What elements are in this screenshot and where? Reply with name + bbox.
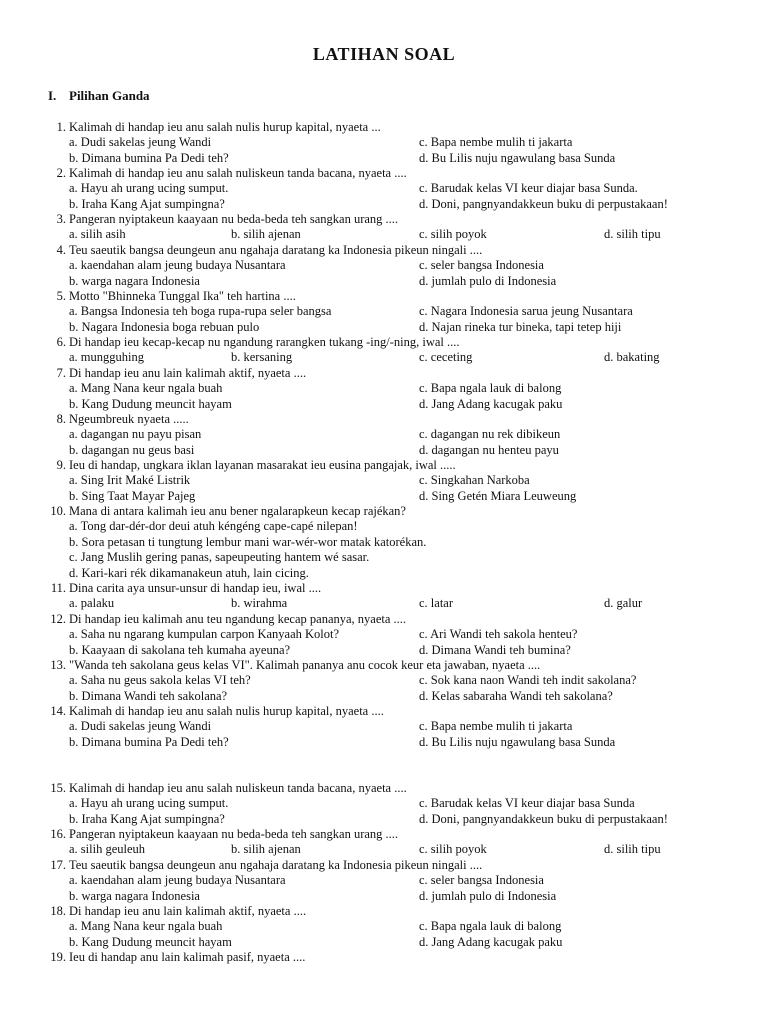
option-c: c. Nagara Indonesia sarua jeung Nusantara <box>419 304 633 319</box>
question-text: Di handap ieu anu lain kalimah aktif, nyaeta .... <box>69 904 307 918</box>
option-a: a. Hayu ah urang ucing sumput. <box>69 181 229 196</box>
question-line <box>0 334 768 350</box>
question-line <box>0 826 768 842</box>
options-row <box>0 442 768 458</box>
section-number: I. <box>48 88 57 103</box>
option-a: a. Saha nu geus sakola kelas VI teh? <box>69 673 251 688</box>
question-number: 19. <box>50 950 66 964</box>
options-row <box>0 257 768 273</box>
question-text: Ieu di handap, ungkara iklan layanan masarakat ieu eusina pangajak, iwal ..... <box>69 458 456 472</box>
option-c: c. Bapa ngala lauk di balong <box>419 919 562 934</box>
option-c: c. ceceting <box>419 350 473 365</box>
question-line <box>0 411 768 427</box>
question-number: 2. <box>56 166 66 180</box>
options-row <box>0 734 768 750</box>
question-text: Teu saeutik bangsa deungeun anu ngahaja daratang ka Indonesia pikeun ningali .... <box>69 858 483 872</box>
option-a: a. Mang Nana keur ngala buah <box>69 919 223 934</box>
question-number: 8. <box>56 412 66 426</box>
question-text: Kalimah di handap ieu anu salah nulis hurup kapital, nyaeta ... <box>69 120 381 134</box>
option-d: d. bakating <box>604 350 660 365</box>
option-d: d. jumlah pulo di Indonesia <box>419 273 557 288</box>
question-number: 15. <box>50 781 66 795</box>
question-text: Mana di antara kalimah ieu anu bener ngalarapkeun kecap rajékan? <box>69 504 406 518</box>
option-b: b. kersaning <box>231 350 293 365</box>
options-row <box>0 150 768 166</box>
question-line <box>0 703 768 719</box>
question-line <box>0 611 768 627</box>
option-c: c. Singkahan Narkoba <box>419 473 530 488</box>
options-row <box>0 841 768 857</box>
option-b: b. Sing Taat Mayar Pajeg <box>69 488 196 503</box>
question-line <box>0 119 768 135</box>
option-c: c. dagangan nu rek dibikeun <box>419 427 561 442</box>
question-line <box>0 457 768 473</box>
options-row <box>0 134 768 150</box>
question-text: Ngeumbreuk nyaeta ..... <box>69 412 189 426</box>
question-text: Di handap ieu kecap-kecap nu ngandung rarangken tukang -ing/-ning, iwal .... <box>69 335 460 349</box>
option-b: b. Kang Dudung meuncit hayam <box>69 396 232 411</box>
question-number: 4. <box>56 243 66 257</box>
option-c: c. seler bangsa Indonesia <box>419 873 544 888</box>
question-line <box>0 857 768 873</box>
option-b: b. Nagara Indonesia boga rebuan pulo <box>69 319 260 334</box>
options-row <box>0 688 768 704</box>
option-d: d. Bu Lilis nuju ngawulang basa Sunda <box>419 150 616 165</box>
option-b: b. Kaayaan di sakolana teh kumaha ayeuna? <box>69 642 291 657</box>
option-a: a. Tong dar-dér-dor deui atuh kéngéng cape-capé nilepan! <box>69 519 358 534</box>
page-title: LATIHAN SOAL <box>312 44 456 64</box>
options-row <box>0 795 768 811</box>
question-line <box>0 288 768 304</box>
options-row <box>0 380 768 396</box>
option-d: d. Kelas sabaraha Wandi teh sakolana? <box>419 688 613 703</box>
question-number: 6. <box>56 335 66 349</box>
options-row <box>0 718 768 734</box>
question-text: Di handap ieu kalimah anu teu ngandung kecap pananya, nyaeta .... <box>69 612 407 626</box>
question-text: Kalimah di handap ieu anu salah nulis hurup kapital, nyaeta .... <box>69 704 384 718</box>
options-row <box>0 472 768 488</box>
option-c: c. silih poyok <box>419 842 487 857</box>
option-b: b. silih ajenan <box>231 227 301 242</box>
option-c: c. Bapa nembe mulih ti jakarta <box>419 719 573 734</box>
option-a: a. palaku <box>69 596 115 611</box>
options-row <box>0 811 768 827</box>
option-b: b. wirahma <box>231 596 288 611</box>
options-row <box>0 595 768 611</box>
option-b: b. Dimana bumina Pa Dedi teh? <box>69 734 229 749</box>
option-d: d. Sing Getén Miara Leuweung <box>419 488 577 503</box>
question-line <box>0 903 768 919</box>
question-number: 5. <box>56 289 66 303</box>
option-d: d. Jang Adang kacugak paku <box>419 934 563 949</box>
options-row <box>0 565 768 581</box>
options-row <box>0 226 768 242</box>
options-row <box>0 180 768 196</box>
options-row <box>0 488 768 504</box>
question-number: 13. <box>50 658 66 672</box>
options-row <box>0 626 768 642</box>
option-c: c. Barudak kelas VI keur diajar basa Sunda. <box>419 181 638 196</box>
option-b: b. warga nagara Indonesia <box>69 888 200 903</box>
options-row <box>0 196 768 212</box>
question-number: 7. <box>56 366 66 380</box>
option-a: a. dagangan nu payu pisan <box>69 427 202 442</box>
question-text: Pangeran nyiptakeun kaayaan nu beda-beda teh sangkan urang .... <box>69 827 399 841</box>
option-d: d. Kari-kari rék dikamanakeun atuh, lain cicing. <box>69 565 309 580</box>
option-b: b. dagangan nu geus basi <box>69 442 195 457</box>
question-line <box>0 780 768 796</box>
options-row <box>0 918 768 934</box>
question-number: 3. <box>56 212 66 226</box>
option-d: d. Doni, pangnyandakkeun buku di perpustakaan! <box>419 811 668 826</box>
options-row <box>0 549 768 565</box>
option-d: d. silih tipu <box>604 227 661 242</box>
options-row <box>0 349 768 365</box>
option-a: a. Dudi sakelas jeung Wandi <box>69 135 212 150</box>
option-a: a. mungguhing <box>69 350 144 365</box>
question-number: 9. <box>56 458 66 472</box>
option-a: a. Hayu ah urang ucing sumput. <box>69 796 229 811</box>
question-text: "Wanda teh sakolana geus kelas VI". Kalimah pananya anu cocok keur eta jawaban, nyaeta .... <box>69 658 541 672</box>
question-line <box>0 211 768 227</box>
option-b: b. warga nagara Indonesia <box>69 273 200 288</box>
options-row <box>0 396 768 412</box>
option-a: a. kaendahan alam jeung budaya Nusantara <box>69 258 286 273</box>
option-c: c. Bapa ngala lauk di balong <box>419 381 562 396</box>
question-number: 1. <box>56 120 66 134</box>
option-b: b. Sora petasan ti tungtung lembur mani war-wér-wor matak katorékan. <box>69 534 427 549</box>
option-d: d. Bu Lilis nuju ngawulang basa Sunda <box>419 734 616 749</box>
option-d: d. silih tipu <box>604 842 661 857</box>
option-d: d. Doni, pangnyandakkeun buku di perpustakaan! <box>419 196 668 211</box>
question-text: Teu saeutik bangsa deungeun anu ngahaja daratang ka Indonesia pikeun ningali .... <box>69 243 483 257</box>
option-a: a. Mang Nana keur ngala buah <box>69 381 223 396</box>
option-c: c. Bapa nembe mulih ti jakarta <box>419 135 573 150</box>
option-a: a. Sing Irit Maké Listrik <box>69 473 191 488</box>
question-number: 10. <box>50 504 66 518</box>
option-c: c. Barudak kelas VI keur diajar basa Sunda <box>419 796 635 811</box>
option-a: a. silih asih <box>69 227 126 242</box>
option-a: a. silih geuleuh <box>69 842 146 857</box>
question-number: 16. <box>50 827 66 841</box>
option-a: a. Dudi sakelas jeung Wandi <box>69 719 212 734</box>
option-b: b. Kang Dudung meuncit hayam <box>69 934 232 949</box>
option-c: c. Ari Wandi teh sakola henteu? <box>419 627 578 642</box>
option-d: d. Jang Adang kacugak paku <box>419 396 563 411</box>
options-row <box>0 872 768 888</box>
option-b: b. silih ajenan <box>231 842 301 857</box>
option-a: a. Saha nu ngarang kumpulan carpon Kanyaah Kolot? <box>69 627 340 642</box>
question-line <box>0 503 768 519</box>
question-number: 17. <box>50 858 66 872</box>
options-row <box>0 426 768 442</box>
question-text: Kalimah di handap ieu anu salah nuliskeun tanda bacana, nyaeta .... <box>69 166 407 180</box>
options-row <box>0 518 768 534</box>
option-d: d. Najan rineka tur bineka, tapi tetep hiji <box>419 319 622 334</box>
question-number: 18. <box>50 904 66 918</box>
option-c: c. Jang Muslih gering panas, sapeupeuting hantem wé sasar. <box>69 550 370 565</box>
options-row <box>0 642 768 658</box>
question-number: 12. <box>50 612 66 626</box>
options-row <box>0 303 768 319</box>
question-text: Di handap ieu anu lain kalimah aktif, nyaeta .... <box>69 366 307 380</box>
question-line <box>0 580 768 596</box>
option-d: d. dagangan nu henteu payu <box>419 442 559 457</box>
option-c: c. seler bangsa Indonesia <box>419 258 544 273</box>
options-row <box>0 888 768 904</box>
options-row <box>0 534 768 550</box>
options-row <box>0 319 768 335</box>
question-line <box>0 657 768 673</box>
option-c: c. Sok kana naon Wandi teh indit sakolana? <box>419 673 637 688</box>
options-row <box>0 934 768 950</box>
option-a: a. Bangsa Indonesia teh boga rupa-rupa seler bangsa <box>69 304 332 319</box>
question-text: Dina carita aya unsur-unsur di handap ieu, iwal .... <box>69 581 322 595</box>
question-line <box>0 365 768 381</box>
option-d: d. Dimana Wandi teh bumina? <box>419 642 571 657</box>
question-text: Ieu di handap anu lain kalimah pasif, nyaeta .... <box>69 950 306 964</box>
option-b: b. Iraha Kang Ajat sumpingna? <box>69 196 225 211</box>
section-title: Pilihan Ganda <box>69 88 150 103</box>
option-c: c. latar <box>419 596 454 611</box>
options-row <box>0 273 768 289</box>
option-d: d. galur <box>604 596 643 611</box>
option-b: b. Dimana bumina Pa Dedi teh? <box>69 150 229 165</box>
question-line <box>0 949 768 965</box>
question-line <box>0 242 768 258</box>
option-b: b. Iraha Kang Ajat sumpingna? <box>69 811 225 826</box>
question-number: 14. <box>50 704 66 718</box>
option-b: b. Dimana Wandi teh sakolana? <box>69 688 228 703</box>
question-line <box>0 165 768 181</box>
question-text: Kalimah di handap ieu anu salah nuliskeun tanda bacana, nyaeta .... <box>69 781 407 795</box>
option-a: a. kaendahan alam jeung budaya Nusantara <box>69 873 286 888</box>
question-number: 11. <box>50 581 66 595</box>
option-c: c. silih poyok <box>419 227 487 242</box>
question-text: Motto "Bhinneka Tunggal Ika" teh hartina .... <box>69 289 296 303</box>
options-row <box>0 672 768 688</box>
question-text: Pangeran nyiptakeun kaayaan nu beda-beda teh sangkan urang .... <box>69 212 399 226</box>
option-d: d. jumlah pulo di Indonesia <box>419 888 557 903</box>
